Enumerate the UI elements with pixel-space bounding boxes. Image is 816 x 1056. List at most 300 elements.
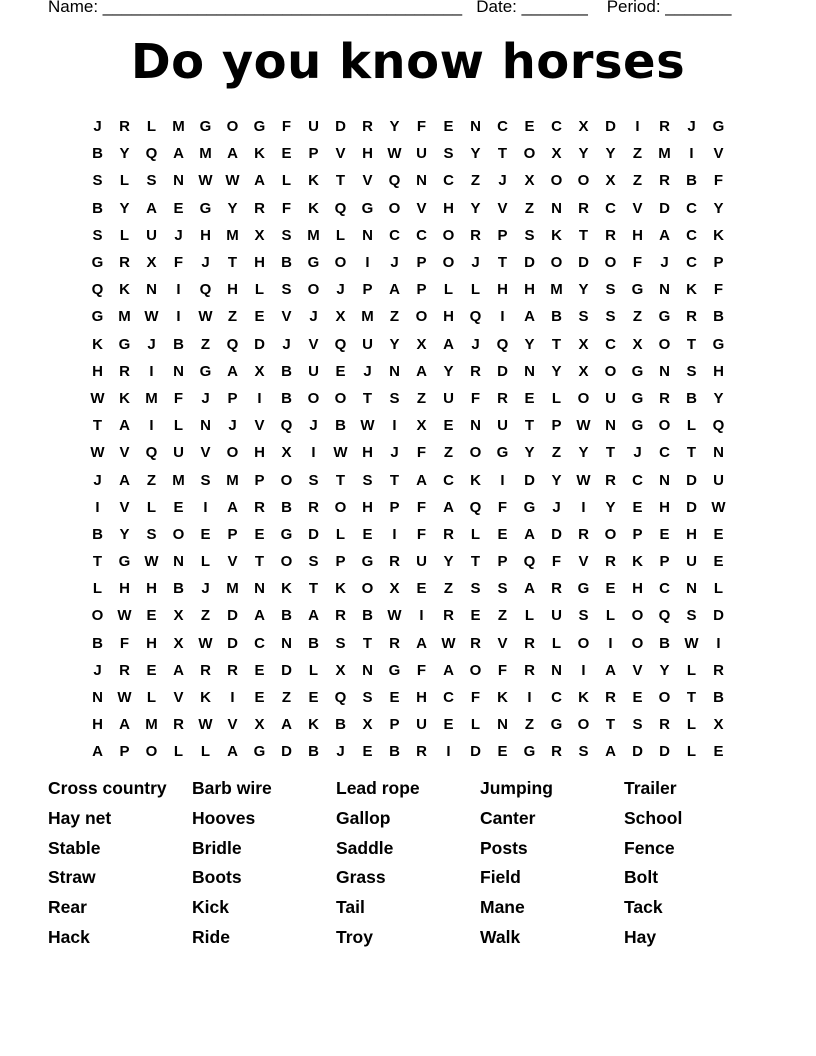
grid-letter[interactable]: B [335, 716, 346, 734]
grid-letter[interactable]: L [146, 689, 157, 707]
grid-letter[interactable]: O [469, 444, 482, 462]
grid-letter[interactable]: A [659, 226, 670, 244]
grid-letter[interactable]: W [117, 689, 132, 707]
grid-letter[interactable]: C [551, 689, 562, 707]
grid-letter[interactable]: T [362, 634, 373, 652]
grid-letter[interactable]: V [362, 172, 373, 190]
grid-letter[interactable]: E [308, 689, 319, 707]
grid-letter[interactable]: E [632, 498, 643, 516]
grid-letter[interactable]: Q [199, 281, 212, 299]
grid-letter[interactable]: X [416, 417, 427, 435]
grid-letter[interactable]: Y [119, 145, 130, 163]
grid-letter[interactable]: M [658, 145, 671, 163]
grid-letter[interactable]: Y [443, 362, 454, 380]
grid-letter[interactable]: I [581, 661, 586, 679]
grid-letter[interactable]: Q [334, 199, 347, 217]
grid-letter[interactable]: W [441, 634, 456, 652]
grid-letter[interactable]: I [527, 689, 532, 707]
grid-letter[interactable]: S [605, 281, 616, 299]
grid-letter[interactable]: Y [389, 335, 400, 353]
grid-letter[interactable]: J [471, 335, 480, 353]
grid-letter[interactable]: X [281, 444, 292, 462]
grid-letter[interactable]: J [93, 661, 102, 679]
grid-letter[interactable]: L [335, 525, 346, 543]
grid-letter[interactable]: O [577, 172, 590, 190]
grid-letter[interactable]: Q [523, 553, 536, 571]
grid-letter[interactable]: N [659, 471, 670, 489]
grid-letter[interactable]: C [443, 689, 454, 707]
grid-letter[interactable]: W [387, 607, 402, 625]
grid-letter[interactable]: F [713, 172, 724, 190]
grid-letter[interactable]: K [92, 335, 103, 353]
grid-letter[interactable]: F [416, 118, 427, 136]
grid-letter[interactable]: J [147, 335, 156, 353]
grid-letter[interactable]: G [631, 362, 644, 380]
grid-letter[interactable]: R [119, 118, 130, 136]
grid-letter[interactable]: G [91, 308, 104, 326]
grid-letter[interactable]: K [119, 389, 130, 407]
grid-letter[interactable]: S [92, 172, 103, 190]
grid-letter[interactable]: T [605, 444, 616, 462]
grid-letter[interactable]: I [419, 607, 424, 625]
grid-letter[interactable]: R [659, 389, 670, 407]
grid-letter[interactable]: W [360, 417, 375, 435]
grid-letter[interactable]: Q [334, 335, 347, 353]
grid-letter[interactable]: P [659, 553, 670, 571]
grid-letter[interactable]: S [92, 226, 103, 244]
grid-letter[interactable]: R [659, 172, 670, 190]
grid-letter[interactable]: U [416, 553, 427, 571]
grid-letter[interactable]: W [198, 716, 213, 734]
grid-letter[interactable]: N [659, 281, 670, 299]
grid-letter[interactable]: C [686, 254, 697, 272]
grid-letter[interactable]: C [632, 471, 643, 489]
grid-letter[interactable]: J [282, 335, 291, 353]
grid-letter[interactable]: A [524, 308, 535, 326]
grid-letter[interactable]: I [392, 417, 397, 435]
grid-letter[interactable]: D [254, 335, 265, 353]
grid-letter[interactable]: G [496, 444, 509, 462]
grid-letter[interactable]: N [281, 634, 292, 652]
grid-letter[interactable]: Y [119, 199, 130, 217]
grid-letter[interactable]: G [388, 661, 401, 679]
grid-letter[interactable]: Z [146, 471, 157, 489]
grid-letter[interactable]: A [227, 362, 238, 380]
grid-letter[interactable]: Q [145, 145, 158, 163]
grid-letter[interactable]: I [500, 471, 505, 489]
grid-letter[interactable]: C [605, 199, 616, 217]
grid-letter[interactable]: T [686, 689, 697, 707]
grid-letter[interactable]: V [173, 689, 184, 707]
grid-letter[interactable]: W [144, 308, 159, 326]
grid-letter[interactable]: X [173, 634, 184, 652]
grid-letter[interactable]: O [604, 525, 617, 543]
grid-letter[interactable]: P [497, 226, 508, 244]
grid-letter[interactable]: V [254, 417, 265, 435]
grid-letter[interactable]: S [281, 226, 292, 244]
grid-letter[interactable]: I [716, 634, 721, 652]
grid-letter[interactable]: U [713, 471, 724, 489]
grid-letter[interactable]: X [362, 716, 373, 734]
grid-letter[interactable]: P [497, 553, 508, 571]
grid-letter[interactable]: J [201, 254, 210, 272]
grid-letter[interactable]: N [659, 362, 670, 380]
grid-letter[interactable]: A [524, 525, 535, 543]
grid-letter[interactable]: N [362, 226, 373, 244]
grid-letter[interactable]: P [119, 743, 130, 761]
grid-letter[interactable]: A [443, 335, 454, 353]
grid-letter[interactable]: E [254, 661, 265, 679]
grid-letter[interactable]: C [686, 226, 697, 244]
grid-letter[interactable]: M [199, 145, 212, 163]
grid-letter[interactable]: K [497, 689, 508, 707]
grid-letter[interactable]: G [199, 118, 212, 136]
grid-letter[interactable]: B [92, 634, 103, 652]
grid-letter[interactable]: G [523, 498, 536, 516]
grid-letter[interactable]: Q [469, 498, 482, 516]
grid-letter[interactable]: G [253, 743, 266, 761]
grid-letter[interactable]: J [471, 254, 480, 272]
grid-letter[interactable]: Y [119, 525, 130, 543]
grid-letter[interactable]: W [684, 634, 699, 652]
grid-letter[interactable]: I [149, 417, 154, 435]
grid-letter[interactable]: E [632, 689, 643, 707]
grid-letter[interactable]: O [577, 634, 590, 652]
grid-letter[interactable]: J [309, 308, 318, 326]
grid-letter[interactable]: J [390, 254, 399, 272]
grid-letter[interactable]: B [173, 335, 184, 353]
grid-letter[interactable]: O [415, 308, 428, 326]
grid-letter[interactable]: D [524, 254, 535, 272]
grid-letter[interactable]: A [173, 145, 184, 163]
grid-letter[interactable]: L [713, 580, 724, 598]
grid-letter[interactable]: G [307, 254, 320, 272]
grid-letter[interactable]: F [416, 444, 427, 462]
grid-letter[interactable]: F [470, 689, 481, 707]
grid-letter[interactable]: G [631, 281, 644, 299]
grid-letter[interactable]: R [659, 716, 670, 734]
grid-letter[interactable]: T [551, 335, 562, 353]
grid-letter[interactable]: B [281, 498, 292, 516]
grid-letter[interactable]: L [254, 281, 265, 299]
grid-letter[interactable]: E [524, 389, 535, 407]
grid-letter[interactable]: F [713, 281, 724, 299]
grid-letter[interactable]: F [470, 389, 481, 407]
grid-letter[interactable]: T [497, 254, 508, 272]
grid-letter[interactable]: I [446, 743, 451, 761]
grid-letter[interactable]: C [659, 444, 670, 462]
grid-letter[interactable]: N [92, 689, 103, 707]
grid-letter[interactable]: M [145, 716, 158, 734]
grid-letter[interactable]: C [389, 226, 400, 244]
grid-letter[interactable]: E [362, 743, 373, 761]
grid-letter[interactable]: B [389, 743, 400, 761]
grid-letter[interactable]: H [92, 362, 103, 380]
grid-letter[interactable]: E [281, 145, 292, 163]
grid-letter[interactable]: L [686, 417, 697, 435]
grid-letter[interactable]: W [576, 471, 591, 489]
grid-letter[interactable]: Q [496, 335, 509, 353]
grid-letter[interactable]: T [362, 389, 373, 407]
grid-letter[interactable]: L [443, 281, 454, 299]
grid-letter[interactable]: M [172, 471, 185, 489]
grid-letter[interactable]: J [228, 417, 237, 435]
grid-letter[interactable]: H [200, 226, 211, 244]
grid-letter[interactable]: S [362, 689, 373, 707]
grid-letter[interactable]: X [173, 607, 184, 625]
grid-letter[interactable]: V [227, 553, 238, 571]
grid-letter[interactable]: H [686, 525, 697, 543]
grid-letter[interactable]: D [227, 607, 238, 625]
grid-letter[interactable]: E [146, 661, 157, 679]
grid-letter[interactable]: Z [632, 145, 643, 163]
grid-letter[interactable]: B [281, 389, 292, 407]
grid-letter[interactable]: W [198, 634, 213, 652]
grid-letter[interactable]: S [470, 580, 481, 598]
grid-letter[interactable]: U [416, 145, 427, 163]
grid-letter[interactable]: Q [712, 417, 725, 435]
grid-letter[interactable]: A [416, 362, 427, 380]
grid-letter[interactable]: N [173, 362, 184, 380]
grid-letter[interactable]: J [336, 743, 345, 761]
grid-letter[interactable]: U [308, 118, 319, 136]
grid-letter[interactable]: P [713, 254, 724, 272]
grid-letter[interactable]: G [550, 716, 563, 734]
grid-letter[interactable]: Q [469, 308, 482, 326]
grid-letter[interactable]: H [146, 634, 157, 652]
grid-letter[interactable]: L [335, 226, 346, 244]
grid-letter[interactable]: P [254, 471, 265, 489]
grid-letter[interactable]: I [500, 308, 505, 326]
grid-letter[interactable]: K [281, 580, 292, 598]
grid-letter[interactable]: O [226, 444, 239, 462]
grid-letter[interactable]: L [470, 525, 481, 543]
grid-letter[interactable]: R [605, 689, 616, 707]
grid-letter[interactable]: X [605, 172, 616, 190]
grid-letter[interactable]: Q [226, 335, 239, 353]
grid-letter[interactable]: D [686, 498, 697, 516]
grid-letter[interactable]: C [443, 471, 454, 489]
grid-letter[interactable]: E [335, 362, 346, 380]
grid-letter[interactable]: G [361, 199, 374, 217]
grid-letter[interactable]: R [119, 362, 130, 380]
grid-letter[interactable]: U [308, 362, 319, 380]
grid-letter[interactable]: B [551, 308, 562, 326]
grid-letter[interactable]: R [686, 308, 697, 326]
grid-letter[interactable]: H [119, 580, 130, 598]
grid-letter[interactable]: J [174, 226, 183, 244]
grid-letter[interactable]: Y [470, 199, 481, 217]
grid-letter[interactable]: D [605, 118, 616, 136]
grid-letter[interactable]: N [200, 417, 211, 435]
grid-letter[interactable]: G [631, 417, 644, 435]
grid-letter[interactable]: M [172, 118, 185, 136]
grid-letter[interactable]: Z [443, 580, 454, 598]
grid-letter[interactable]: Y [578, 444, 589, 462]
grid-letter[interactable]: V [227, 716, 238, 734]
grid-letter[interactable]: V [497, 634, 508, 652]
grid-letter[interactable]: J [390, 444, 399, 462]
grid-letter[interactable]: E [389, 689, 400, 707]
grid-letter[interactable]: S [308, 471, 319, 489]
grid-letter[interactable]: Z [227, 308, 238, 326]
grid-letter[interactable]: A [389, 281, 400, 299]
grid-letter[interactable]: J [660, 254, 669, 272]
grid-letter[interactable]: R [389, 634, 400, 652]
grid-letter[interactable]: N [497, 716, 508, 734]
grid-letter[interactable]: R [605, 553, 616, 571]
grid-letter[interactable]: C [686, 199, 697, 217]
grid-letter[interactable]: J [309, 417, 318, 435]
grid-letter[interactable]: V [200, 444, 211, 462]
grid-letter[interactable]: Y [578, 145, 589, 163]
grid-letter[interactable]: E [362, 525, 373, 543]
grid-letter[interactable]: F [173, 254, 184, 272]
grid-letter[interactable]: X [551, 145, 562, 163]
grid-letter[interactable]: R [227, 661, 238, 679]
grid-letter[interactable]: E [146, 607, 157, 625]
grid-letter[interactable]: A [119, 417, 130, 435]
grid-letter[interactable]: B [173, 580, 184, 598]
grid-letter[interactable]: A [443, 498, 454, 516]
grid-letter[interactable]: I [257, 389, 262, 407]
grid-letter[interactable]: I [689, 145, 694, 163]
grid-letter[interactable]: E [443, 716, 454, 734]
grid-letter[interactable]: R [659, 118, 670, 136]
grid-letter[interactable]: Q [280, 417, 293, 435]
grid-letter[interactable]: M [226, 580, 239, 598]
grid-letter[interactable]: R [497, 389, 508, 407]
grid-letter[interactable]: L [686, 743, 697, 761]
grid-letter[interactable]: O [631, 634, 644, 652]
grid-letter[interactable]: H [254, 254, 265, 272]
grid-letter[interactable]: G [91, 254, 104, 272]
grid-letter[interactable]: R [200, 661, 211, 679]
grid-letter[interactable]: J [201, 389, 210, 407]
grid-letter[interactable]: B [686, 389, 697, 407]
grid-letter[interactable]: X [578, 335, 589, 353]
grid-letter[interactable]: O [280, 553, 293, 571]
grid-letter[interactable]: X [146, 254, 157, 272]
grid-letter[interactable]: T [227, 254, 238, 272]
grid-letter[interactable]: F [173, 389, 184, 407]
grid-letter[interactable]: W [90, 444, 105, 462]
grid-letter[interactable]: S [146, 525, 157, 543]
grid-letter[interactable]: N [551, 661, 562, 679]
grid-letter[interactable]: P [227, 525, 238, 543]
grid-letter[interactable]: R [551, 580, 562, 598]
grid-letter[interactable]: W [225, 172, 240, 190]
grid-letter[interactable]: Z [632, 172, 643, 190]
grid-letter[interactable]: I [581, 498, 586, 516]
grid-letter[interactable]: D [551, 525, 562, 543]
grid-letter[interactable]: V [632, 199, 643, 217]
grid-letter[interactable]: S [578, 308, 589, 326]
grid-letter[interactable]: B [281, 607, 292, 625]
grid-letter[interactable]: K [578, 689, 589, 707]
grid-letter[interactable]: F [497, 661, 508, 679]
grid-letter[interactable]: V [281, 308, 292, 326]
grid-letter[interactable]: U [443, 389, 454, 407]
grid-letter[interactable]: A [119, 716, 130, 734]
grid-letter[interactable]: L [92, 580, 103, 598]
grid-letter[interactable]: V [119, 444, 130, 462]
grid-letter[interactable]: S [578, 743, 589, 761]
grid-letter[interactable]: D [470, 743, 481, 761]
grid-letter[interactable]: O [631, 607, 644, 625]
grid-letter[interactable]: P [632, 525, 643, 543]
grid-letter[interactable]: X [389, 580, 400, 598]
grid-letter[interactable]: O [361, 580, 374, 598]
grid-letter[interactable]: A [605, 661, 616, 679]
grid-letter[interactable]: R [119, 254, 130, 272]
grid-letter[interactable]: X [254, 226, 265, 244]
grid-letter[interactable]: D [281, 661, 292, 679]
grid-letter[interactable]: A [308, 607, 319, 625]
grid-letter[interactable]: D [578, 254, 589, 272]
grid-letter[interactable]: H [227, 281, 238, 299]
grid-letter[interactable]: Y [659, 661, 670, 679]
grid-letter[interactable]: P [389, 716, 400, 734]
grid-letter[interactable]: L [470, 281, 481, 299]
grid-letter[interactable]: L [605, 607, 616, 625]
grid-letter[interactable]: X [524, 172, 535, 190]
grid-letter[interactable]: T [308, 580, 319, 598]
grid-letter[interactable]: B [92, 199, 103, 217]
grid-letter[interactable]: O [658, 689, 671, 707]
grid-letter[interactable]: N [470, 417, 481, 435]
grid-letter[interactable]: X [335, 308, 346, 326]
grid-letter[interactable]: Z [524, 716, 535, 734]
grid-letter[interactable]: N [713, 444, 724, 462]
grid-letter[interactable]: G [118, 335, 131, 353]
grid-letter[interactable]: A [227, 145, 238, 163]
grid-letter[interactable]: K [470, 471, 481, 489]
grid-letter[interactable]: L [281, 172, 292, 190]
grid-letter[interactable]: T [470, 553, 481, 571]
grid-letter[interactable]: L [146, 498, 157, 516]
grid-letter[interactable]: Y [551, 471, 562, 489]
grid-letter[interactable]: V [308, 335, 319, 353]
grid-letter[interactable]: T [605, 716, 616, 734]
grid-letter[interactable]: T [578, 226, 589, 244]
grid-letter[interactable]: I [635, 118, 640, 136]
grid-letter[interactable]: T [92, 417, 103, 435]
grid-letter[interactable]: H [362, 444, 373, 462]
grid-letter[interactable]: O [469, 661, 482, 679]
grid-letter[interactable]: D [524, 471, 535, 489]
grid-letter[interactable]: U [173, 444, 184, 462]
grid-letter[interactable]: L [470, 716, 481, 734]
grid-letter[interactable]: L [146, 118, 157, 136]
grid-letter[interactable]: K [713, 226, 724, 244]
grid-letter[interactable]: M [226, 226, 239, 244]
grid-letter[interactable]: I [230, 689, 235, 707]
grid-letter[interactable]: N [686, 580, 697, 598]
grid-letter[interactable]: X [254, 362, 265, 380]
grid-letter[interactable]: F [416, 498, 427, 516]
grid-letter[interactable]: Y [524, 335, 535, 353]
grid-letter[interactable]: K [551, 226, 562, 244]
grid-letter[interactable]: B [713, 308, 724, 326]
grid-letter[interactable]: X [578, 118, 589, 136]
grid-letter[interactable]: J [687, 118, 696, 136]
grid-letter[interactable]: B [335, 417, 346, 435]
grid-letter[interactable]: R [308, 498, 319, 516]
grid-letter[interactable]: H [443, 199, 454, 217]
date-field[interactable]: Date: _______ [476, 0, 588, 16]
grid-letter[interactable]: H [632, 580, 643, 598]
